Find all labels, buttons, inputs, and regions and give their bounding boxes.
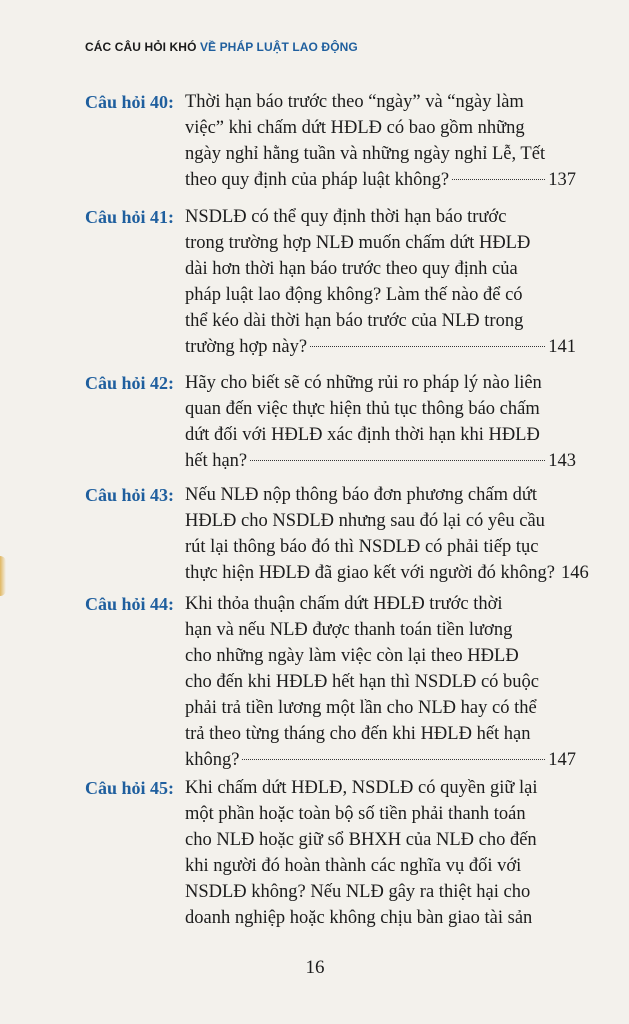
question-label: Câu hỏi 41:	[85, 207, 175, 227]
question-text-line: quan đến việc thực hiện thủ tục thông báo chấm	[185, 399, 540, 419]
dot-leader	[310, 346, 545, 347]
question-text-line: không?	[185, 750, 240, 770]
running-header	[85, 40, 358, 54]
header-title-part1: CÁC CÂU HỎI KHÓ	[85, 40, 197, 54]
dot-leader	[452, 179, 545, 180]
question-label: Câu hỏi 43:	[85, 485, 175, 505]
page-reference[interactable]: 143	[548, 451, 576, 471]
question-label: Câu hỏi 45:	[85, 778, 175, 798]
question-text-line: phải trả tiền lương một lần cho NLĐ hay có thể	[185, 698, 537, 718]
page-edge-shadow	[0, 556, 6, 596]
page-reference[interactable]: 141	[548, 337, 576, 357]
question-text-line: trường hợp này?	[185, 337, 308, 357]
question-text-line: Khi thỏa thuận chấm dứt HĐLĐ trước thời	[185, 594, 503, 614]
question-text-line: dài hơn thời hạn báo trước theo quy định của	[185, 259, 518, 279]
question-text-line: trả theo từng tháng cho đến khi HĐLĐ hết hạn	[185, 724, 531, 744]
question-last-line	[185, 334, 576, 360]
question-text-line: hạn và nếu NLĐ được thanh toán tiền lương	[185, 620, 513, 640]
page-reference[interactable]: 147	[548, 750, 576, 770]
question-text-line: Hãy cho biết sẽ có những rủi ro pháp lý nào liên	[185, 373, 542, 393]
question-text-line: thực hiện HĐLĐ đã giao kết với người đó không?	[185, 563, 555, 583]
question-text-line: Nếu NLĐ nộp thông báo đơn phương chấm dứt	[185, 485, 538, 505]
question-text-line: hết hạn?	[185, 451, 248, 471]
question-text	[185, 204, 576, 360]
page-reference[interactable]: 137	[548, 170, 576, 190]
question-text-line: HĐLĐ cho NSDLĐ nhưng sau đó lại có yêu cầu	[185, 511, 545, 531]
question-text-line: trong trường hợp NLĐ muốn chấm dứt HĐLĐ	[185, 233, 531, 253]
dot-leader	[242, 759, 545, 760]
question-last-line	[185, 560, 589, 586]
question-text	[185, 775, 576, 931]
question-text-line: việc” khi chấm dứt HĐLĐ có bao gồm những	[185, 118, 525, 138]
question-label: Câu hỏi 44:	[85, 594, 175, 614]
question-last-line	[185, 448, 576, 474]
question-text-line: một phần hoặc toàn bộ số tiền phải thanh toán	[185, 804, 526, 824]
question-text	[185, 482, 589, 586]
page-reference[interactable]: 146	[560, 563, 589, 583]
question-text-line: doanh nghiệp hoặc không chịu bàn giao tài sản	[185, 908, 533, 928]
question-text-line: theo quy định của pháp luật không?	[185, 170, 450, 190]
question-text-line: Thời hạn báo trước theo “ngày” và “ngày làm	[185, 92, 524, 112]
question-text	[185, 89, 576, 193]
question-text-line: Khi chấm dứt HĐLĐ, NSDLĐ có quyền giữ lại	[185, 778, 538, 798]
question-label: Câu hỏi 42:	[85, 373, 175, 393]
question-text-line: ngày nghỉ hằng tuần và những ngày nghỉ Lễ, Tết	[185, 144, 546, 164]
question-text-line: dứt đối với HĐLĐ xác định thời hạn khi HĐLĐ	[185, 425, 540, 445]
question-text	[185, 370, 576, 474]
question-text-line: thể kéo dài thời hạn báo trước của NLĐ trong	[185, 311, 524, 331]
dot-leader	[250, 460, 545, 461]
question-text-line: khi người đó hoàn thành các nghĩa vụ đối với	[185, 856, 522, 876]
question-text-line: NSDLĐ có thể quy định thời hạn báo trước	[185, 207, 507, 227]
page-number: 16	[305, 957, 325, 978]
question-text-line: pháp luật lao động không? Làm thế nào để có	[185, 285, 523, 305]
question-text-line: NSDLĐ không? Nếu NLĐ gây ra thiệt hại cho	[185, 882, 531, 902]
question-label: Câu hỏi 40:	[85, 92, 175, 112]
question-text-line: cho NLĐ hoặc giữ sổ BHXH của NLĐ cho đến	[185, 830, 537, 850]
question-last-line	[185, 167, 576, 193]
question-last-line	[185, 747, 576, 773]
question-text	[185, 591, 576, 773]
header-title-part2: VỀ PHÁP LUẬT LAO ĐỘNG	[199, 40, 358, 54]
question-text-line: cho đến khi HĐLĐ hết hạn thì NSDLĐ có buộc	[185, 672, 540, 692]
question-text-line: rút lại thông báo đó thì NSDLĐ có phải tiếp tục	[185, 537, 539, 557]
question-text-line: cho những ngày làm việc còn lại theo HĐLĐ	[185, 646, 519, 666]
